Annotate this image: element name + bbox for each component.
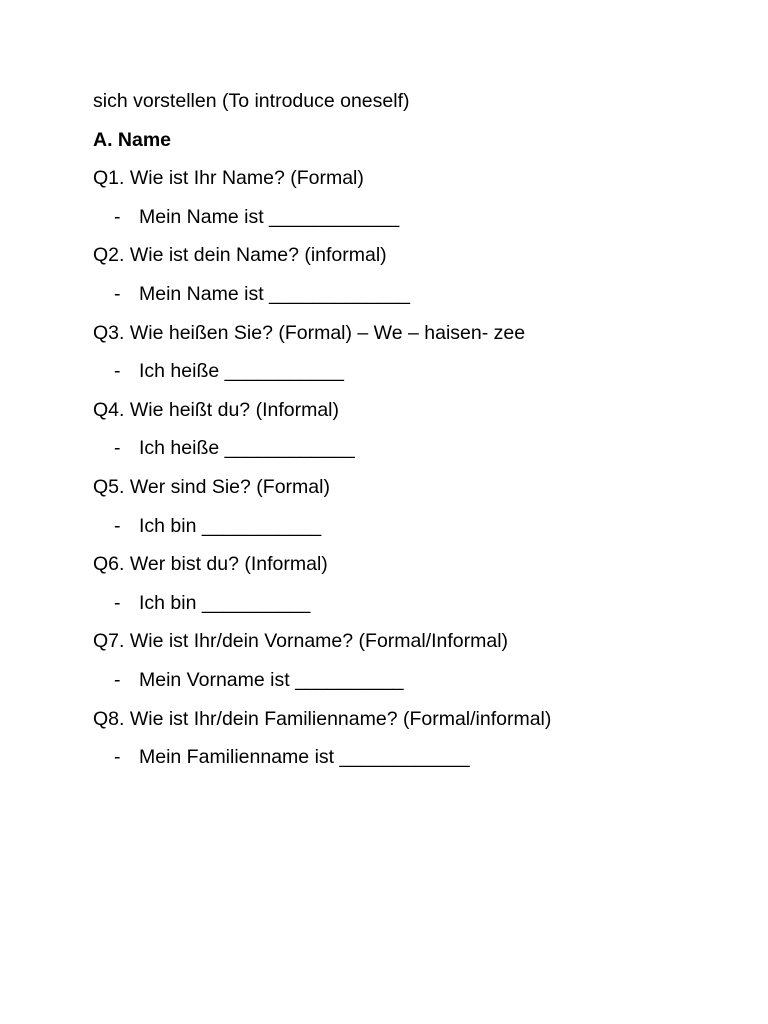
- answer-text: Mein Name ist _____________: [139, 282, 411, 305]
- answer-text: Ich heiße ___________: [139, 360, 344, 383]
- question-4: Q4. Wie heißt du? (Informal): [93, 398, 339, 421]
- question-1: Q1. Wie ist Ihr Name? (Formal): [93, 167, 364, 190]
- section-heading: A. Name: [93, 128, 172, 151]
- answer-1: [93, 204, 733, 243]
- bullet-dash: -: [114, 282, 121, 305]
- bullet-dash: -: [114, 746, 121, 769]
- question-7: Q7. Wie ist Ihr/dein Vorname? (Formal/Informal): [93, 630, 509, 653]
- bullet-dash: -: [114, 205, 121, 228]
- bullet-dash: -: [114, 668, 121, 691]
- question-5: Q5. Wer sind Sie? (Formal): [93, 475, 330, 498]
- bullet-dash: -: [114, 591, 121, 614]
- answer-text: Ich bin __________: [139, 591, 311, 614]
- bullet-dash: -: [114, 437, 121, 460]
- answer-text: Ich bin ___________: [139, 514, 322, 537]
- question-6: Q6. Wer bist du? (Informal): [93, 553, 328, 576]
- answer-6: [93, 590, 733, 629]
- document-content: [93, 88, 733, 783]
- document-title: sich vorstellen (To introduce oneself): [93, 90, 410, 112]
- answer-3: [93, 358, 733, 397]
- answer-text: Mein Familienname ist ____________: [139, 746, 470, 769]
- bullet-dash: -: [114, 514, 121, 537]
- question-3: Q3. Wie heißen Sie? (Formal) – We – haisen- zee: [93, 321, 526, 344]
- answer-text: Mein Name ist ____________: [139, 205, 400, 228]
- answer-text: Mein Vorname ist __________: [139, 668, 404, 691]
- answer-text: Ich heiße ____________: [139, 437, 355, 460]
- answer-4: [93, 435, 733, 474]
- question-8: Q8. Wie ist Ihr/dein Familienname? (Formal/informal): [93, 707, 552, 730]
- answer-2: [93, 281, 733, 320]
- answer-8: [93, 744, 733, 783]
- answer-5: [93, 513, 733, 552]
- answer-7: [93, 667, 733, 706]
- question-2: Q2. Wie ist dein Name? (informal): [93, 244, 387, 267]
- bullet-dash: -: [114, 360, 121, 383]
